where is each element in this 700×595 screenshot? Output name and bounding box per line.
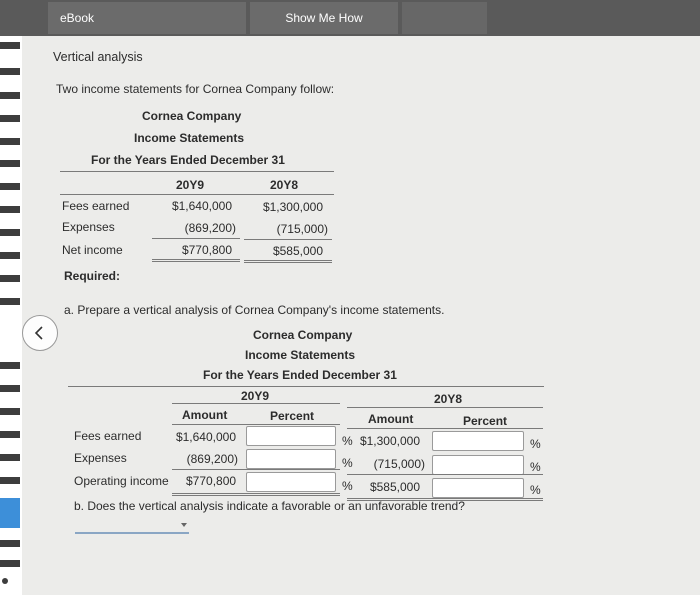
statement-period: For the Years Ended December 31	[91, 153, 285, 167]
statement-col-20y8: 20Y8	[270, 178, 299, 192]
sidebar-stripe	[0, 206, 20, 213]
divider	[347, 474, 543, 475]
analysis-col-20y8: 20Y8	[434, 392, 463, 406]
intro-text: Two income statements for Cornea Company follow:	[56, 82, 335, 96]
sidebar-stripe	[0, 540, 20, 547]
divider	[68, 386, 544, 387]
percent-input-expenses-20y8[interactable]	[432, 455, 524, 475]
part-a-prompt: a. Prepare a vertical analysis of Cornea Company's income statements.	[64, 303, 445, 317]
percent-header-20y9: Percent	[270, 409, 315, 423]
divider	[172, 469, 340, 470]
sidebar-stripe	[0, 252, 20, 259]
analysis-col-20y9: 20Y9	[241, 389, 270, 403]
percent-sign: %	[342, 434, 353, 448]
double-underline	[172, 493, 340, 496]
sidebar-stripe	[0, 42, 20, 49]
analysis-amount-20y9: (869,200)	[186, 452, 238, 466]
divider	[60, 171, 334, 172]
analysis-row-label: Expenses	[74, 451, 127, 465]
percent-sign: %	[530, 483, 541, 497]
analysis-period: For the Years Ended December 31	[203, 368, 397, 382]
tab-show-me-how-label: Show Me How	[285, 11, 363, 25]
part-b-prompt: b. Does the vertical analysis indicate a favorable or an unfavorable trend?	[74, 499, 465, 513]
statement-cell: $770,800	[181, 243, 232, 257]
chevron-left-icon	[32, 325, 48, 341]
statement-row-label: Net income	[62, 243, 123, 257]
statement-col-20y9: 20Y9	[176, 178, 205, 192]
required-label: Required:	[64, 269, 121, 283]
tab-ebook[interactable]	[48, 2, 246, 34]
statement-cell: $585,000	[272, 244, 323, 258]
trend-select[interactable]	[75, 516, 189, 534]
statement-row-label: Expenses	[62, 220, 115, 234]
analysis-company: Cornea Company	[253, 328, 353, 342]
statement-cell: $1,300,000	[262, 200, 323, 214]
sidebar-dot	[2, 578, 8, 584]
divider	[172, 403, 340, 404]
sidebar-stripe	[0, 454, 20, 461]
tab-ebook-label: eBook	[60, 11, 95, 25]
percent-input-operating-20y8[interactable]	[432, 478, 524, 498]
analysis-row-label: Operating income	[74, 474, 169, 488]
sidebar-stripe	[0, 362, 20, 369]
back-button[interactable]	[22, 315, 58, 351]
analysis-title: Income Statements	[245, 348, 356, 362]
percent-input-operating-20y9[interactable]	[246, 472, 336, 492]
tab-empty	[402, 2, 487, 34]
percent-input-fees-20y9[interactable]	[246, 426, 336, 446]
double-underline	[152, 259, 240, 262]
sidebar-stripe	[0, 275, 20, 282]
statement-company: Cornea Company	[142, 109, 242, 123]
sidebar-stripe	[0, 229, 20, 236]
sidebar-stripe	[0, 160, 20, 167]
sidebar-stripe	[0, 408, 20, 415]
divider	[347, 428, 543, 429]
amount-header-20y8: Amount	[368, 412, 414, 426]
analysis-row-label: Fees earned	[74, 429, 142, 443]
percent-sign: %	[530, 437, 541, 451]
sidebar-stripe	[0, 138, 20, 145]
divider	[60, 194, 334, 195]
percent-sign: %	[530, 460, 541, 474]
sidebar-active-item[interactable]	[0, 498, 20, 528]
statement-title: Income Statements	[134, 131, 245, 145]
analysis-amount-20y8: (715,000)	[373, 457, 425, 471]
statement-cell: (715,000)	[276, 222, 328, 236]
analysis-amount-20y9: $1,640,000	[175, 430, 236, 444]
caret-down-icon	[181, 523, 187, 527]
sidebar-stripe	[0, 68, 20, 75]
sidebar-stripe	[0, 477, 20, 484]
divider	[152, 238, 240, 239]
percent-sign: %	[342, 456, 353, 470]
amount-header-20y9: Amount	[182, 408, 228, 422]
analysis-amount-20y8: $585,000	[369, 480, 420, 494]
divider	[347, 407, 543, 408]
percent-input-expenses-20y9[interactable]	[246, 449, 336, 469]
sidebar-stripe	[0, 92, 20, 99]
percent-input-fees-20y8[interactable]	[432, 431, 524, 451]
divider	[244, 239, 332, 240]
sidebar-stripe	[0, 560, 20, 567]
double-underline	[244, 260, 332, 263]
statement-cell: (869,200)	[184, 221, 236, 235]
sidebar-stripe	[0, 183, 20, 190]
sidebar-stripe	[0, 385, 20, 392]
analysis-amount-20y8: $1,300,000	[359, 434, 420, 448]
tab-show-me-how[interactable]	[250, 2, 398, 34]
analysis-amount-20y9: $770,800	[186, 474, 237, 488]
sidebar-stripe	[0, 431, 20, 438]
sidebar-stripe	[0, 115, 20, 122]
divider	[172, 424, 340, 425]
page-heading: Vertical analysis	[53, 50, 143, 64]
percent-header-20y8: Percent	[463, 414, 508, 428]
percent-sign: %	[342, 479, 353, 493]
sidebar-stripe	[0, 298, 20, 305]
statement-cell: $1,640,000	[171, 199, 232, 213]
statement-row-label: Fees earned	[62, 199, 130, 213]
